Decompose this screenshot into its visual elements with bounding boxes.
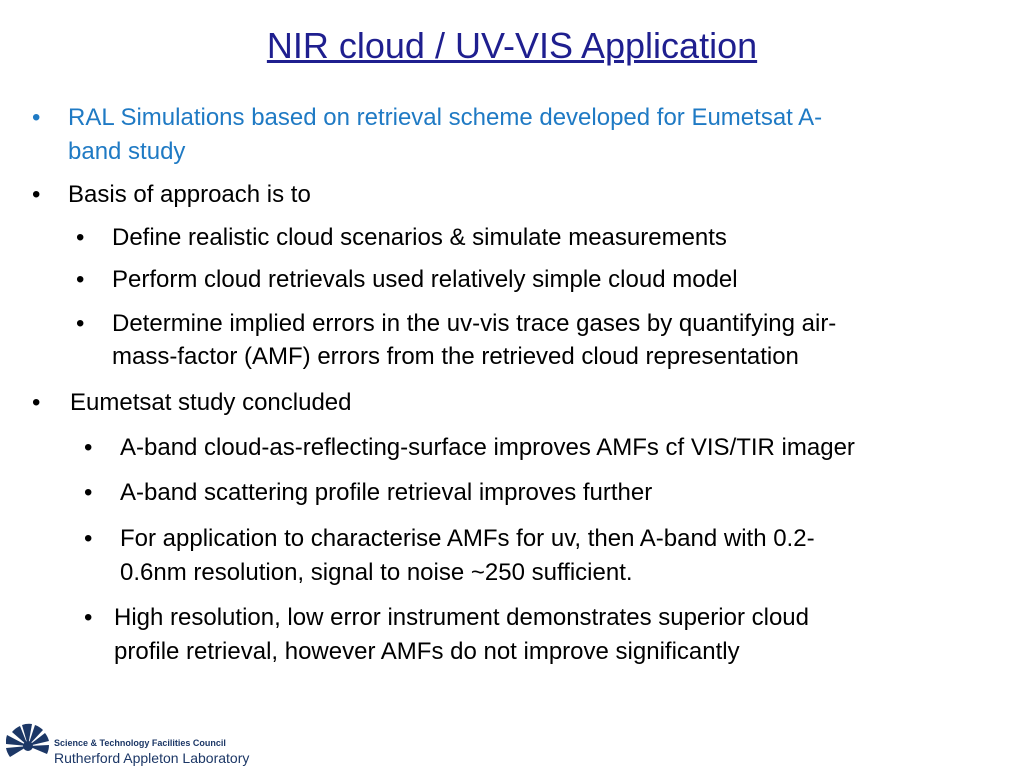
stfc-radiating-logo-icon <box>6 712 52 768</box>
bullet-text: Perform cloud retrievals used relatively simple cloud model <box>112 266 738 293</box>
bullet-text-continuation: profile retrieval, however AMFs do not improve significantly <box>114 638 740 665</box>
bullet-icon: • <box>84 525 93 552</box>
bullet-text: RAL Simulations based on retrieval scheme developed for Eumetsat A- <box>68 104 823 131</box>
bullet-text: Basis of approach is to <box>68 181 311 208</box>
bullet-icon: • <box>32 181 41 208</box>
bullet-icon: • <box>84 604 93 631</box>
logo-council-text: Science & Technology Facilities Council <box>54 738 226 748</box>
bullet-text: For application to characterise AMFs for uv, then A-band with 0.2- <box>120 525 815 552</box>
logo-lab-text: Rutherford Appleton Laboratory <box>54 750 250 766</box>
bullet-text: Determine implied errors in the uv-vis trace gases by quantifying air- <box>112 310 837 337</box>
bullet-icon: • <box>84 434 93 461</box>
slide-title: NIR cloud / UV-VIS Application <box>266 25 758 66</box>
bullet-icon: • <box>76 224 85 251</box>
bullet-icon: • <box>84 479 93 506</box>
bullet-icon: • <box>32 389 41 416</box>
stfc-logo <box>6 712 266 768</box>
bullet-icon: • <box>76 310 85 337</box>
bullet-text: A-band cloud-as-reflecting-surface improves AMFs cf VIS/TIR imager <box>120 434 855 461</box>
bullet-text-continuation: mass-factor (AMF) errors from the retrieved cloud representation <box>112 343 799 370</box>
bullet-text: High resolution, low error instrument demonstrates superior cloud <box>114 604 809 631</box>
bullet-text-continuation: 0.6nm resolution, signal to noise ~250 sufficient. <box>120 559 633 586</box>
bullet-text: A-band scattering profile retrieval improves further <box>120 479 653 506</box>
bullet-text-continuation: band study <box>68 138 186 165</box>
bullet-icon: • <box>32 104 41 131</box>
bullet-icon: • <box>76 266 85 293</box>
bullet-text: Eumetsat study concluded <box>70 389 352 416</box>
bullet-text: Define realistic cloud scenarios & simulate measurements <box>112 224 727 251</box>
